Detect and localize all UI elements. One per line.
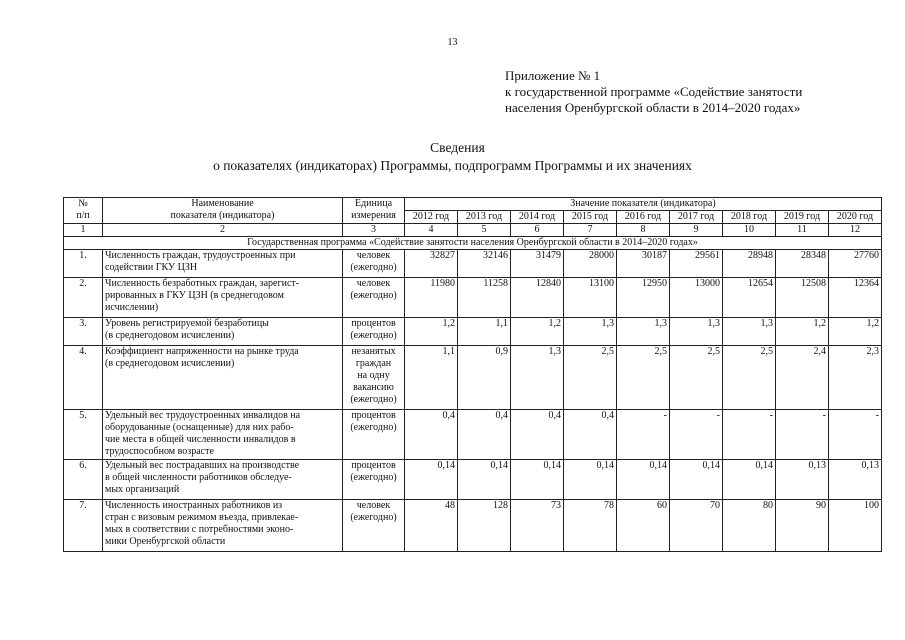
indicator-value: 0,14 [458,460,511,500]
header-year: 2018 год [723,211,776,224]
table-row [64,250,882,278]
table-row [64,460,882,500]
indicator-value: 1,3 [670,318,723,346]
indicator-value: 80 [723,500,776,552]
indicator-value: - [829,410,882,460]
indicator-value: 128 [458,500,511,552]
page-number: 13 [447,37,458,48]
header-year: 2013 год [458,211,511,224]
header-values-group: Значение показателя (индикатора) [405,198,882,211]
indicator-value: 0,4 [564,410,617,460]
indicator-value: 11980 [405,278,458,318]
indicator-value: 12654 [723,278,776,318]
table-row [64,346,882,410]
row-number: 3. [64,318,103,346]
indicator-unit: незанятых граждан на одну вакансию (ежегодно) [343,346,405,410]
indicator-name: Численность иностранных работников из стран с визовым режимом въезда, привлекае- мых в соответствии с потребностями эконо- мики Оренбургской области [103,500,343,552]
indicator-value: 0,13 [776,460,829,500]
indicator-name: Численность безработных граждан, зарегист- рированных в ГКУ ЦЗН (в среднегодовом исчислении) [103,278,343,318]
column-number: 7 [564,224,617,237]
indicator-unit: человек (ежегодно) [343,250,405,278]
indicator-name: Уровень регистрируемой безработицы (в среднегодовом исчислении) [103,318,343,346]
table-header-row [64,198,882,211]
indicator-value: 31479 [511,250,564,278]
indicator-value: 29561 [670,250,723,278]
row-number: 4. [64,346,103,410]
appendix-line: населения Оренбургской области в 2014–2020 годах» [505,100,801,115]
column-number: 11 [776,224,829,237]
indicator-value: 30187 [617,250,670,278]
indicator-value: 28000 [564,250,617,278]
indicator-name: Удельный вес трудоустроенных инвалидов на оборудованные (оснащенные) для них рабо- чие места в общей численности инвалидов в трудоспособном возрасте [103,410,343,460]
indicator-name: Численность граждан, трудоустроенных при содействии ГКУ ЦЗН [103,250,343,278]
indicator-value: 0,14 [670,460,723,500]
document-heading [0,139,905,175]
indicator-value: 12508 [776,278,829,318]
indicator-value: 0,4 [405,410,458,460]
appendix-block [505,68,802,116]
heading-title: Сведения [430,140,485,155]
indicator-value: 1,3 [564,318,617,346]
indicator-value: - [723,410,776,460]
indicator-value: 0,14 [617,460,670,500]
indicator-value: - [670,410,723,460]
indicator-value: 0,13 [829,460,882,500]
indicator-value: 78 [564,500,617,552]
column-number: 6 [511,224,564,237]
table-row [64,318,882,346]
indicator-value: 0,14 [405,460,458,500]
header-number: № п/п [64,198,103,224]
indicator-value: 28348 [776,250,829,278]
row-number: 7. [64,500,103,552]
column-number: 1 [64,224,103,237]
indicator-value: 13100 [564,278,617,318]
indicator-value: 1,3 [723,318,776,346]
header-year: 2015 год [564,211,617,224]
column-number: 8 [617,224,670,237]
header-indicator-name: Наименование показателя (индикатора) [103,198,343,224]
indicator-value: 0,4 [511,410,564,460]
column-number: 10 [723,224,776,237]
column-number: 3 [343,224,405,237]
header-unit: Единица измерения [343,198,405,224]
indicator-name: Коэффициент напряженности на рынке труда (в среднегодовом исчислении) [103,346,343,410]
indicator-value: 0,4 [458,410,511,460]
row-number: 1. [64,250,103,278]
row-number: 5. [64,410,103,460]
indicator-value: 0,14 [723,460,776,500]
indicator-value: 1,2 [776,318,829,346]
indicator-value: 2,3 [829,346,882,410]
indicator-value: 2,5 [670,346,723,410]
indicator-unit: человек (ежегодно) [343,278,405,318]
indicator-value: 1,1 [458,318,511,346]
indicator-value: 12950 [617,278,670,318]
indicator-value: 12364 [829,278,882,318]
indicator-value: 70 [670,500,723,552]
indicator-value: 27760 [829,250,882,278]
indicator-value: - [617,410,670,460]
indicator-value: 2,5 [617,346,670,410]
appendix-line: к государственной программе «Содействие занятости [505,84,803,99]
indicator-value: 1,1 [405,346,458,410]
column-number-row [64,224,882,237]
header-year: 2020 год [829,211,882,224]
indicator-value: 0,9 [458,346,511,410]
indicator-name: Удельный вес пострадавших на производстве в общей численности работников обследуе- мых организаций [103,460,343,500]
indicator-value: 28948 [723,250,776,278]
row-number: 2. [64,278,103,318]
heading-subtitle: о показателях (индикаторах) Программы, подпрограмм Программы и их значениях [213,158,692,173]
appendix-title: Приложение № 1 [505,68,601,83]
indicator-value: 0,14 [511,460,564,500]
indicator-value: 90 [776,500,829,552]
indicator-value: 32827 [405,250,458,278]
column-number: 9 [670,224,723,237]
indicator-value: 60 [617,500,670,552]
header-year: 2017 год [670,211,723,224]
header-year: 2016 год [617,211,670,224]
program-title: Государственная программа «Содействие занятости населения Оренбургской области в 2014–2020 годах» [64,237,882,250]
indicator-value: 11258 [458,278,511,318]
column-number: 4 [405,224,458,237]
table-row [64,410,882,460]
header-year: 2012 год [405,211,458,224]
indicator-value: 1,2 [829,318,882,346]
indicator-value: - [776,410,829,460]
indicator-value: 0,14 [564,460,617,500]
row-number: 6. [64,460,103,500]
indicator-unit: процентов (ежегодно) [343,318,405,346]
indicators-table [63,197,882,552]
indicator-value: 2,4 [776,346,829,410]
indicator-value: 48 [405,500,458,552]
indicator-value: 2,5 [564,346,617,410]
table-row [64,500,882,552]
indicator-value: 2,5 [723,346,776,410]
indicator-value: 1,2 [511,318,564,346]
column-number: 12 [829,224,882,237]
column-number: 2 [103,224,343,237]
indicator-value: 12840 [511,278,564,318]
header-year: 2014 год [511,211,564,224]
indicator-value: 100 [829,500,882,552]
program-title-row [64,237,882,250]
indicator-value: 13000 [670,278,723,318]
indicator-value: 73 [511,500,564,552]
indicator-unit: процентов (ежегодно) [343,410,405,460]
indicator-value: 1,2 [405,318,458,346]
indicator-value: 1,3 [617,318,670,346]
header-year: 2019 год [776,211,829,224]
indicator-value: 32146 [458,250,511,278]
indicator-unit: процентов (ежегодно) [343,460,405,500]
table-row [64,278,882,318]
indicator-unit: человек (ежегодно) [343,500,405,552]
indicator-value: 1,3 [511,346,564,410]
column-number: 5 [458,224,511,237]
